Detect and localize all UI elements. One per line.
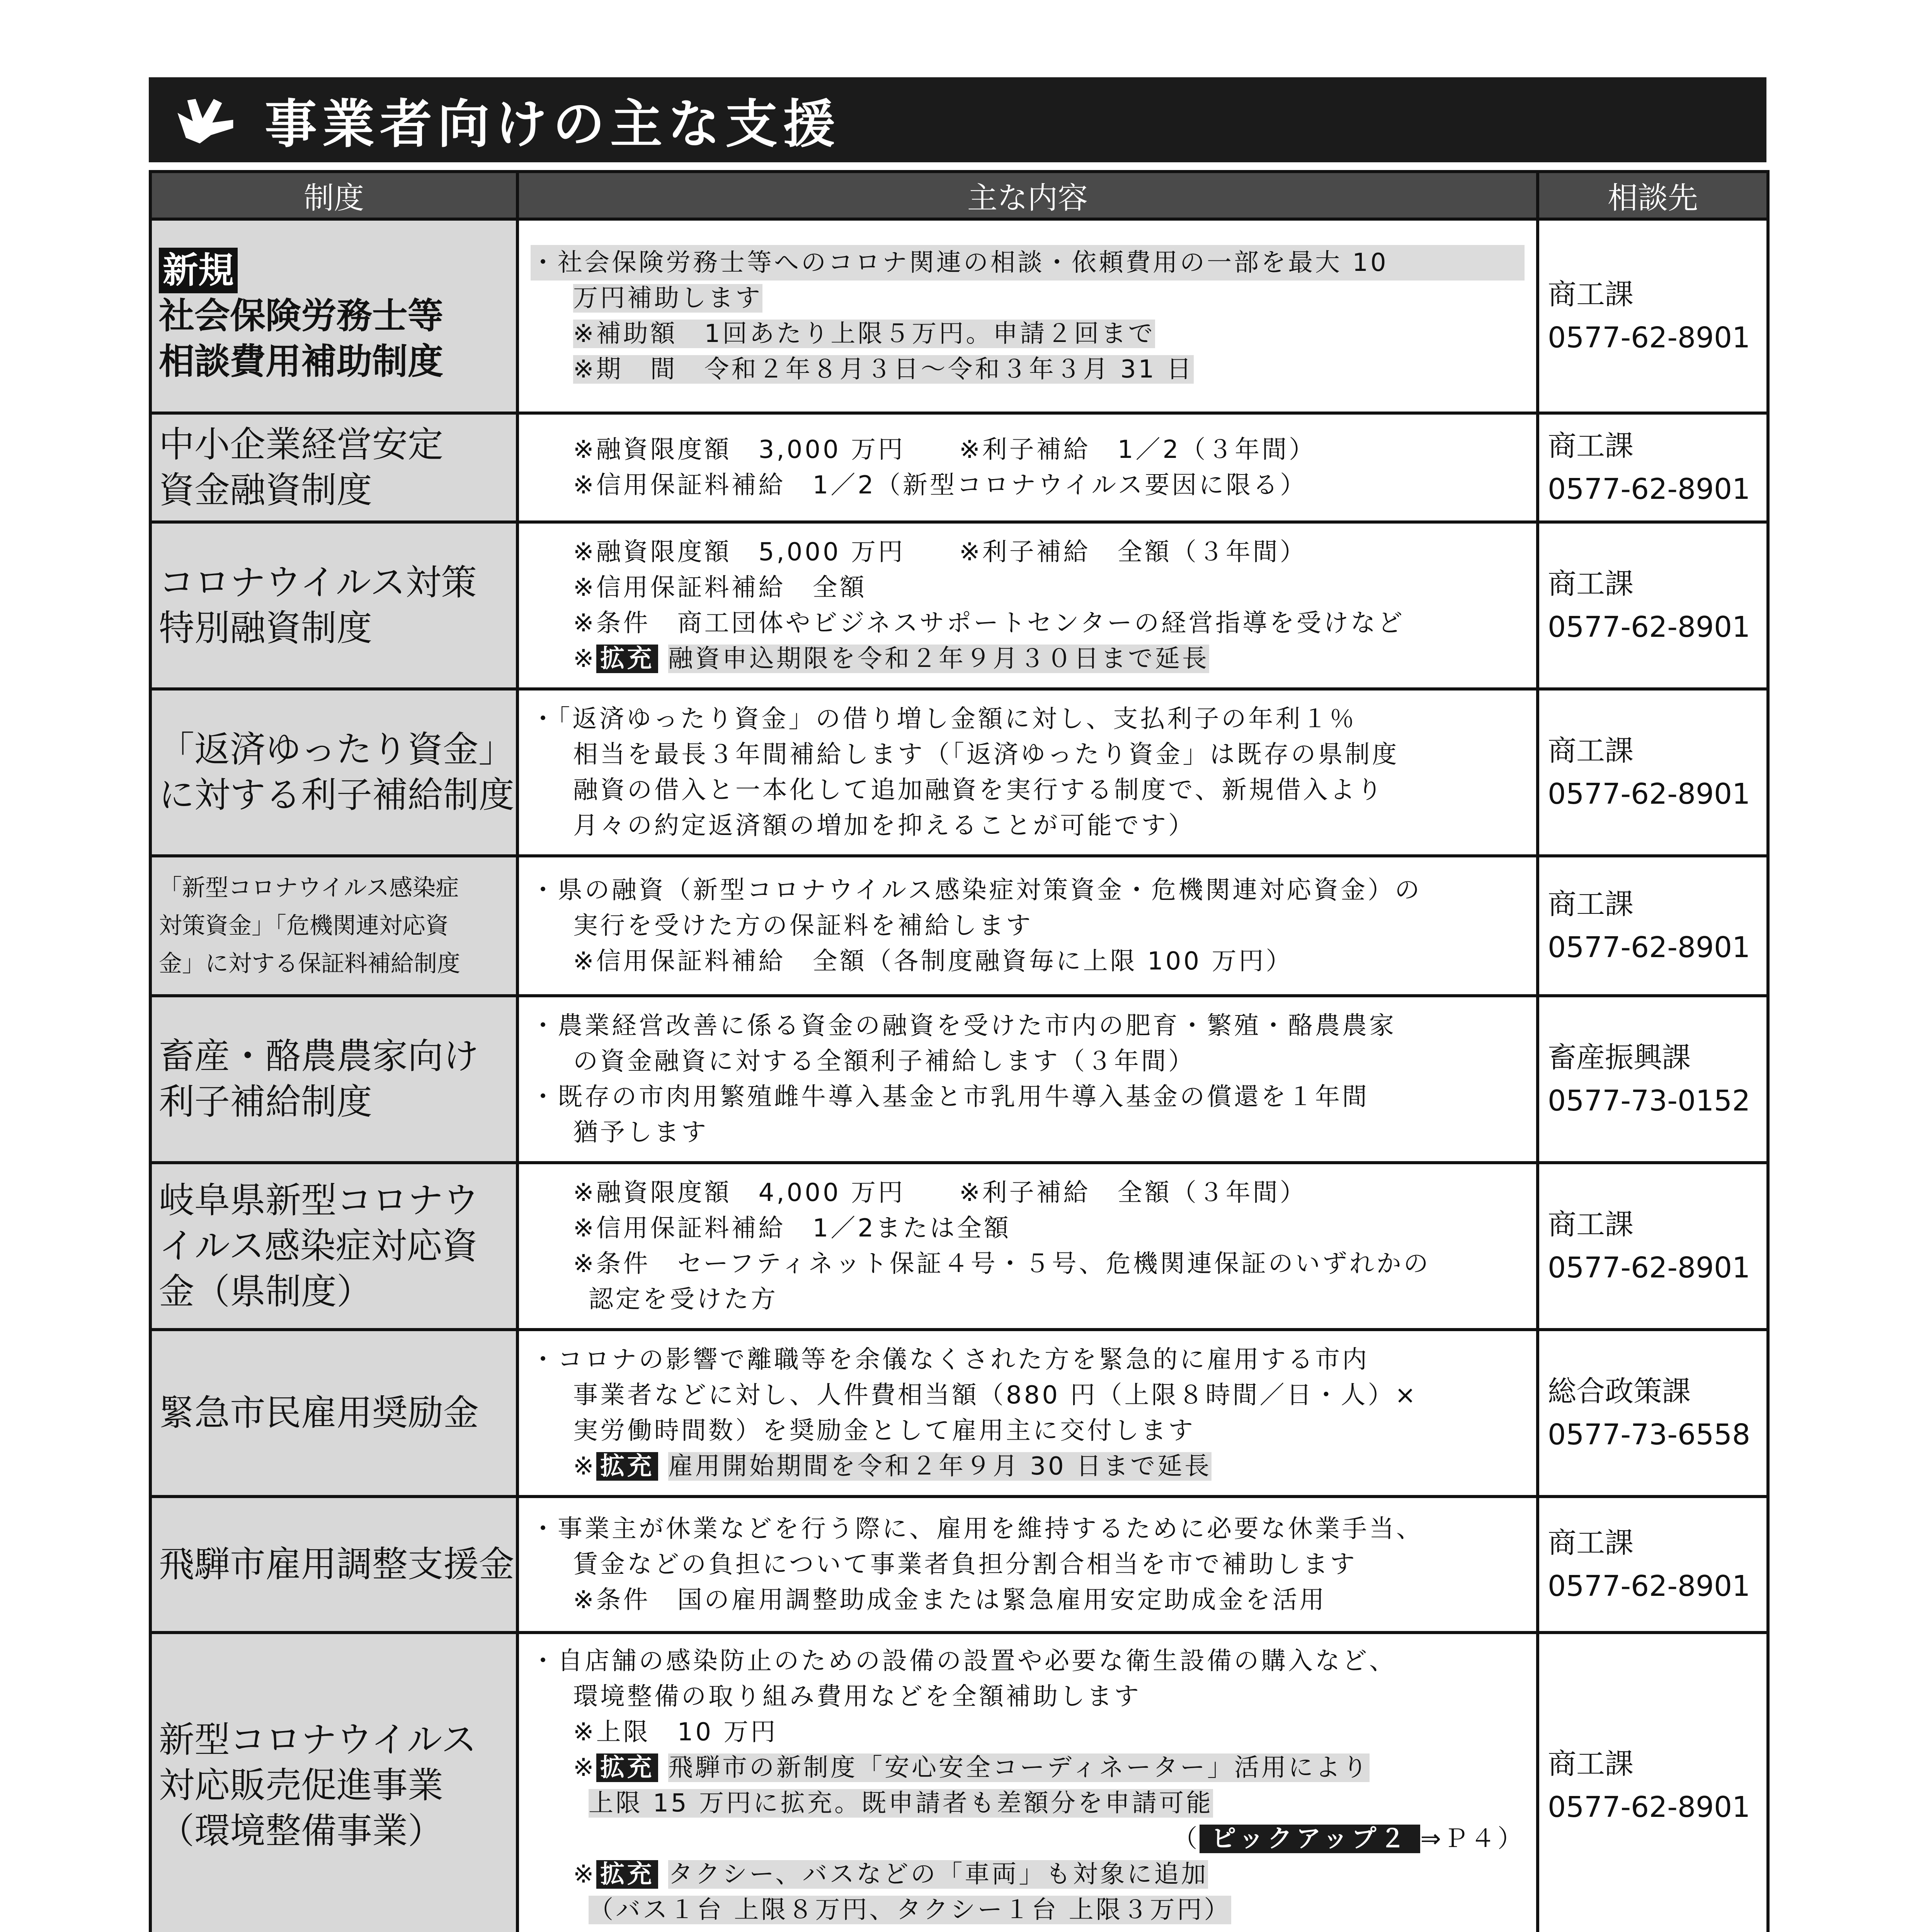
contact-cell <box>1538 1330 1768 1497</box>
content-line: ※信用保証料補給 全額 <box>573 573 867 602</box>
program-name: 資金融資制度 <box>159 469 373 511</box>
program-name: （環境整備事業） <box>159 1810 444 1852</box>
content-line: ※上限 10 万円 <box>573 1718 778 1747</box>
column-header: 相談先 <box>1538 172 1768 219</box>
contact-department: 商工課 <box>1548 1526 1634 1560</box>
expansion-tag: 拡充 <box>596 1753 658 1782</box>
contact-cell <box>1538 522 1768 689</box>
table-row <box>150 689 1768 856</box>
content-line: （バス１台 上限８万円、タクシー１台 上限３万円） <box>589 1896 1231 1924</box>
content-cell <box>517 1330 1538 1497</box>
content-line: ・既存の市肉用繁殖雌牛導入基金と市乳用牛導入基金の償還を１年間 <box>531 1083 1369 1111</box>
program-name-cell <box>150 856 517 996</box>
content-line: 環境整備の取り組み費用などを全額補助します <box>573 1682 1141 1711</box>
content-cell <box>517 413 1538 522</box>
contact-department: 総合政策課 <box>1548 1375 1691 1408</box>
contact-cell <box>1538 1163 1768 1330</box>
program-name: 特別融資制度 <box>159 607 373 649</box>
program-name: 利子補給制度 <box>159 1081 373 1122</box>
content-line: ・「返済ゆったり資金」の借り増し金額に対し、支払利子の年利１％ <box>531 705 1357 733</box>
table-header-row <box>150 172 1768 219</box>
content-line: 相当を最長３年間補給します（「返済ゆったり資金」は既存の県制度 <box>573 740 1399 769</box>
content-cell <box>517 1633 1538 1932</box>
expansion-tag: 拡充 <box>596 645 658 673</box>
table-row <box>150 856 1768 996</box>
table-row <box>150 1497 1768 1633</box>
content-line: ・社会保険労務士等へのコロナ関連の相談・依頼費用の一部を最大 10 <box>531 245 1525 281</box>
program-name-cell <box>150 413 517 522</box>
content-line: ※融資限度額 4,000 万円 ※利子補給 全額（３年間） <box>573 1179 1307 1207</box>
program-name-cell <box>150 522 517 689</box>
content-line: ・事業主が休業などを行う際に、雇用を維持するために必要な休業手当、 <box>531 1515 1423 1543</box>
contact-cell <box>1538 996 1768 1163</box>
program-name-cell <box>150 219 517 413</box>
content-line: 猶予します <box>573 1118 708 1147</box>
table-row <box>150 1633 1768 1932</box>
program-name: 金」に対する保証料補給制度 <box>159 950 460 977</box>
contact-phone: 0577-62-8901 <box>1548 1251 1751 1284</box>
title-banner <box>149 77 1766 162</box>
contact-phone: 0577-62-8901 <box>1548 611 1751 644</box>
content-line: ※ 拡充 飛騨市の新制度「安心安全コーディネーター」活用により <box>573 1753 1370 1782</box>
content-line: ・農業経営改善に係る資金の融資を受けた市内の肥育・繁殖・酪農農家 <box>531 1012 1396 1040</box>
content-line: ※ 拡充 雇用開始期間を令和２年９月 30 日まで延長 <box>573 1452 1212 1481</box>
content-line: ※ 拡充 融資申込期限を令和２年９月３０日まで延長 <box>573 645 1209 673</box>
content-line: ※条件 商工団体やビジネスサポートセンターの経営指導を受けなど <box>573 609 1405 638</box>
contact-phone: 0577-73-0152 <box>1548 1084 1751 1117</box>
contact-department: 商工課 <box>1548 1208 1634 1241</box>
program-name: 対応販売促進事業 <box>159 1765 444 1806</box>
contact-cell <box>1538 219 1768 413</box>
contact-phone: 0577-73-6558 <box>1548 1418 1751 1451</box>
contact-phone: 0577-62-8901 <box>1548 1791 1751 1824</box>
table-row <box>150 522 1768 689</box>
pickup-label: ピックアップ２ <box>1200 1825 1420 1853</box>
program-name: 相談費用補助制度 <box>159 341 444 382</box>
contact-cell <box>1538 856 1768 996</box>
content-line: ※信用保証料補給 1／2（新型コロナウイルス要因に限る） <box>573 471 1307 500</box>
program-name-cell <box>150 1330 517 1497</box>
contact-phone: 0577-62-8901 <box>1548 473 1751 506</box>
program-name: 社会保険労務士等 <box>159 295 444 337</box>
content-line: ※条件 セーフティネット保証４号・５号、危機関連保証のいずれかの <box>573 1250 1431 1278</box>
content-cell <box>517 856 1538 996</box>
content-line: ※期 間 令和２年８月３日～令和３年３月 31 日 <box>573 355 1194 384</box>
content-cell <box>517 219 1538 413</box>
program-name-cell <box>150 1633 517 1932</box>
table-row <box>150 996 1768 1163</box>
contact-department: 商工課 <box>1548 888 1634 921</box>
program-name-cell <box>150 1163 517 1330</box>
program-name: 新型コロナウイルス <box>159 1719 477 1760</box>
program-name: 「返済ゆったり資金」 <box>159 729 514 770</box>
content-cell <box>517 1163 1538 1330</box>
content-line: ※補助額 1回あたり上限５万円。申請２回まで <box>573 320 1155 348</box>
table-row <box>150 1163 1768 1330</box>
content-cell <box>517 1497 1538 1633</box>
content-line: ※融資限度額 5,000 万円 ※利子補給 全額（３年間） <box>573 538 1307 566</box>
program-name-cell <box>150 689 517 856</box>
program-name: 畜産・酪農農家向け <box>159 1036 479 1077</box>
content-line: ※融資限度額 3,000 万円 ※利子補給 1／2（３年間） <box>573 435 1316 464</box>
contact-cell <box>1538 413 1768 522</box>
content-line: ・自店舗の感染防止のための設備の設置や必要な衛生設備の購入など、 <box>531 1647 1396 1675</box>
content-line: ・県の融資（新型コロナウイルス感染症対策資金・危機関連対応資金）の <box>531 876 1422 905</box>
content-line: 月々の約定返済額の増加を抑えることが可能です） <box>573 811 1195 840</box>
column-header: 制度 <box>150 172 517 219</box>
contact-department: 畜産振興課 <box>1548 1041 1691 1074</box>
contact-phone: 0577-62-8901 <box>1548 1570 1751 1603</box>
program-name: 飛騨市雇用調整支援金 <box>159 1544 515 1585</box>
hand-pointer-icon <box>172 91 242 149</box>
content-line: ・コロナの影響で離職等を余儀なくされた方を緊急的に雇用する市内 <box>531 1345 1369 1374</box>
contact-cell <box>1538 1633 1768 1932</box>
contact-phone: 0577-62-8901 <box>1548 777 1751 811</box>
pickup-reference: （ ピックアップ２ ⇒Ｐ４） <box>1172 1825 1525 1853</box>
program-name: 金（県制度） <box>159 1271 373 1312</box>
contact-department: 商工課 <box>1548 734 1634 767</box>
expansion-tag: 拡充 <box>596 1452 658 1481</box>
content-line: の資金融資に対する全額利子補給します（３年間） <box>573 1047 1195 1076</box>
content-line: 事業者などに対し、人件費相当額（880 円（上限８時間／日・人）× <box>573 1381 1418 1410</box>
content-line: ※条件 国の雇用調整助成金または緊急雇用安定助成金を活用 <box>573 1586 1327 1614</box>
program-name: 岐阜県新型コロナウ <box>159 1180 479 1221</box>
support-table <box>149 170 1770 1932</box>
content-cell <box>517 522 1538 689</box>
contact-department: 商工課 <box>1548 1747 1634 1781</box>
table-row <box>150 413 1768 522</box>
table-row <box>150 219 1768 413</box>
program-name: イルス感染症対応資 <box>159 1225 478 1267</box>
program-name-cell <box>150 1497 517 1633</box>
program-name: 中小企業経営安定 <box>159 424 444 465</box>
content-line: 上限 15 万円に拡充。既申請者も差額分を申請可能 <box>589 1789 1213 1818</box>
column-header: 主な内容 <box>517 172 1538 219</box>
contact-phone: 0577-62-8901 <box>1548 931 1751 964</box>
contact-cell <box>1538 1497 1768 1633</box>
program-name: 「新型コロナウイルス感染症 <box>159 874 459 901</box>
content-line: ※信用保証料補給 全額（各制度融資毎に上限 100 万円） <box>573 947 1293 976</box>
expansion-tag: 拡充 <box>596 1860 658 1889</box>
program-name: に対する利子補給制度 <box>159 774 515 816</box>
page-title: 事業者向けの主な支援 <box>265 94 841 155</box>
content-line: 賃金などの負担について事業者負担分割合相当を市で補助します <box>573 1550 1357 1579</box>
contact-department: 商工課 <box>1548 429 1634 463</box>
program-name: 緊急市民雇用奨励金 <box>159 1392 479 1434</box>
contact-department: 商工課 <box>1548 567 1634 600</box>
content-line: 万円補助します <box>573 284 762 313</box>
content-cell <box>517 996 1538 1163</box>
program-name: 対策資金」「危機関連対応資 <box>159 912 449 939</box>
contact-cell <box>1538 689 1768 856</box>
content-line: ※ 拡充 タクシー、バスなどの「車両」も対象に追加 <box>573 1860 1208 1889</box>
new-badge: 新規 <box>159 248 238 293</box>
content-cell <box>517 689 1538 856</box>
program-name: コロナウイルス対策 <box>159 562 477 603</box>
table-row <box>150 1330 1768 1497</box>
content-line: 認定を受けた方 <box>589 1285 778 1314</box>
contact-phone: 0577-62-8901 <box>1548 321 1751 354</box>
content-line: 融資の借入と一本化して追加融資を実行する制度で、新規借入より <box>573 776 1384 804</box>
content-line: 実行を受けた方の保証料を補給します <box>573 912 1033 940</box>
content-line: ※信用保証料補給 1／2または全額 <box>573 1214 1011 1243</box>
content-line: 実労働時間数）を奨励金として雇用主に交付します <box>573 1417 1195 1445</box>
contact-department: 商工課 <box>1548 278 1634 311</box>
program-name-cell <box>150 996 517 1163</box>
